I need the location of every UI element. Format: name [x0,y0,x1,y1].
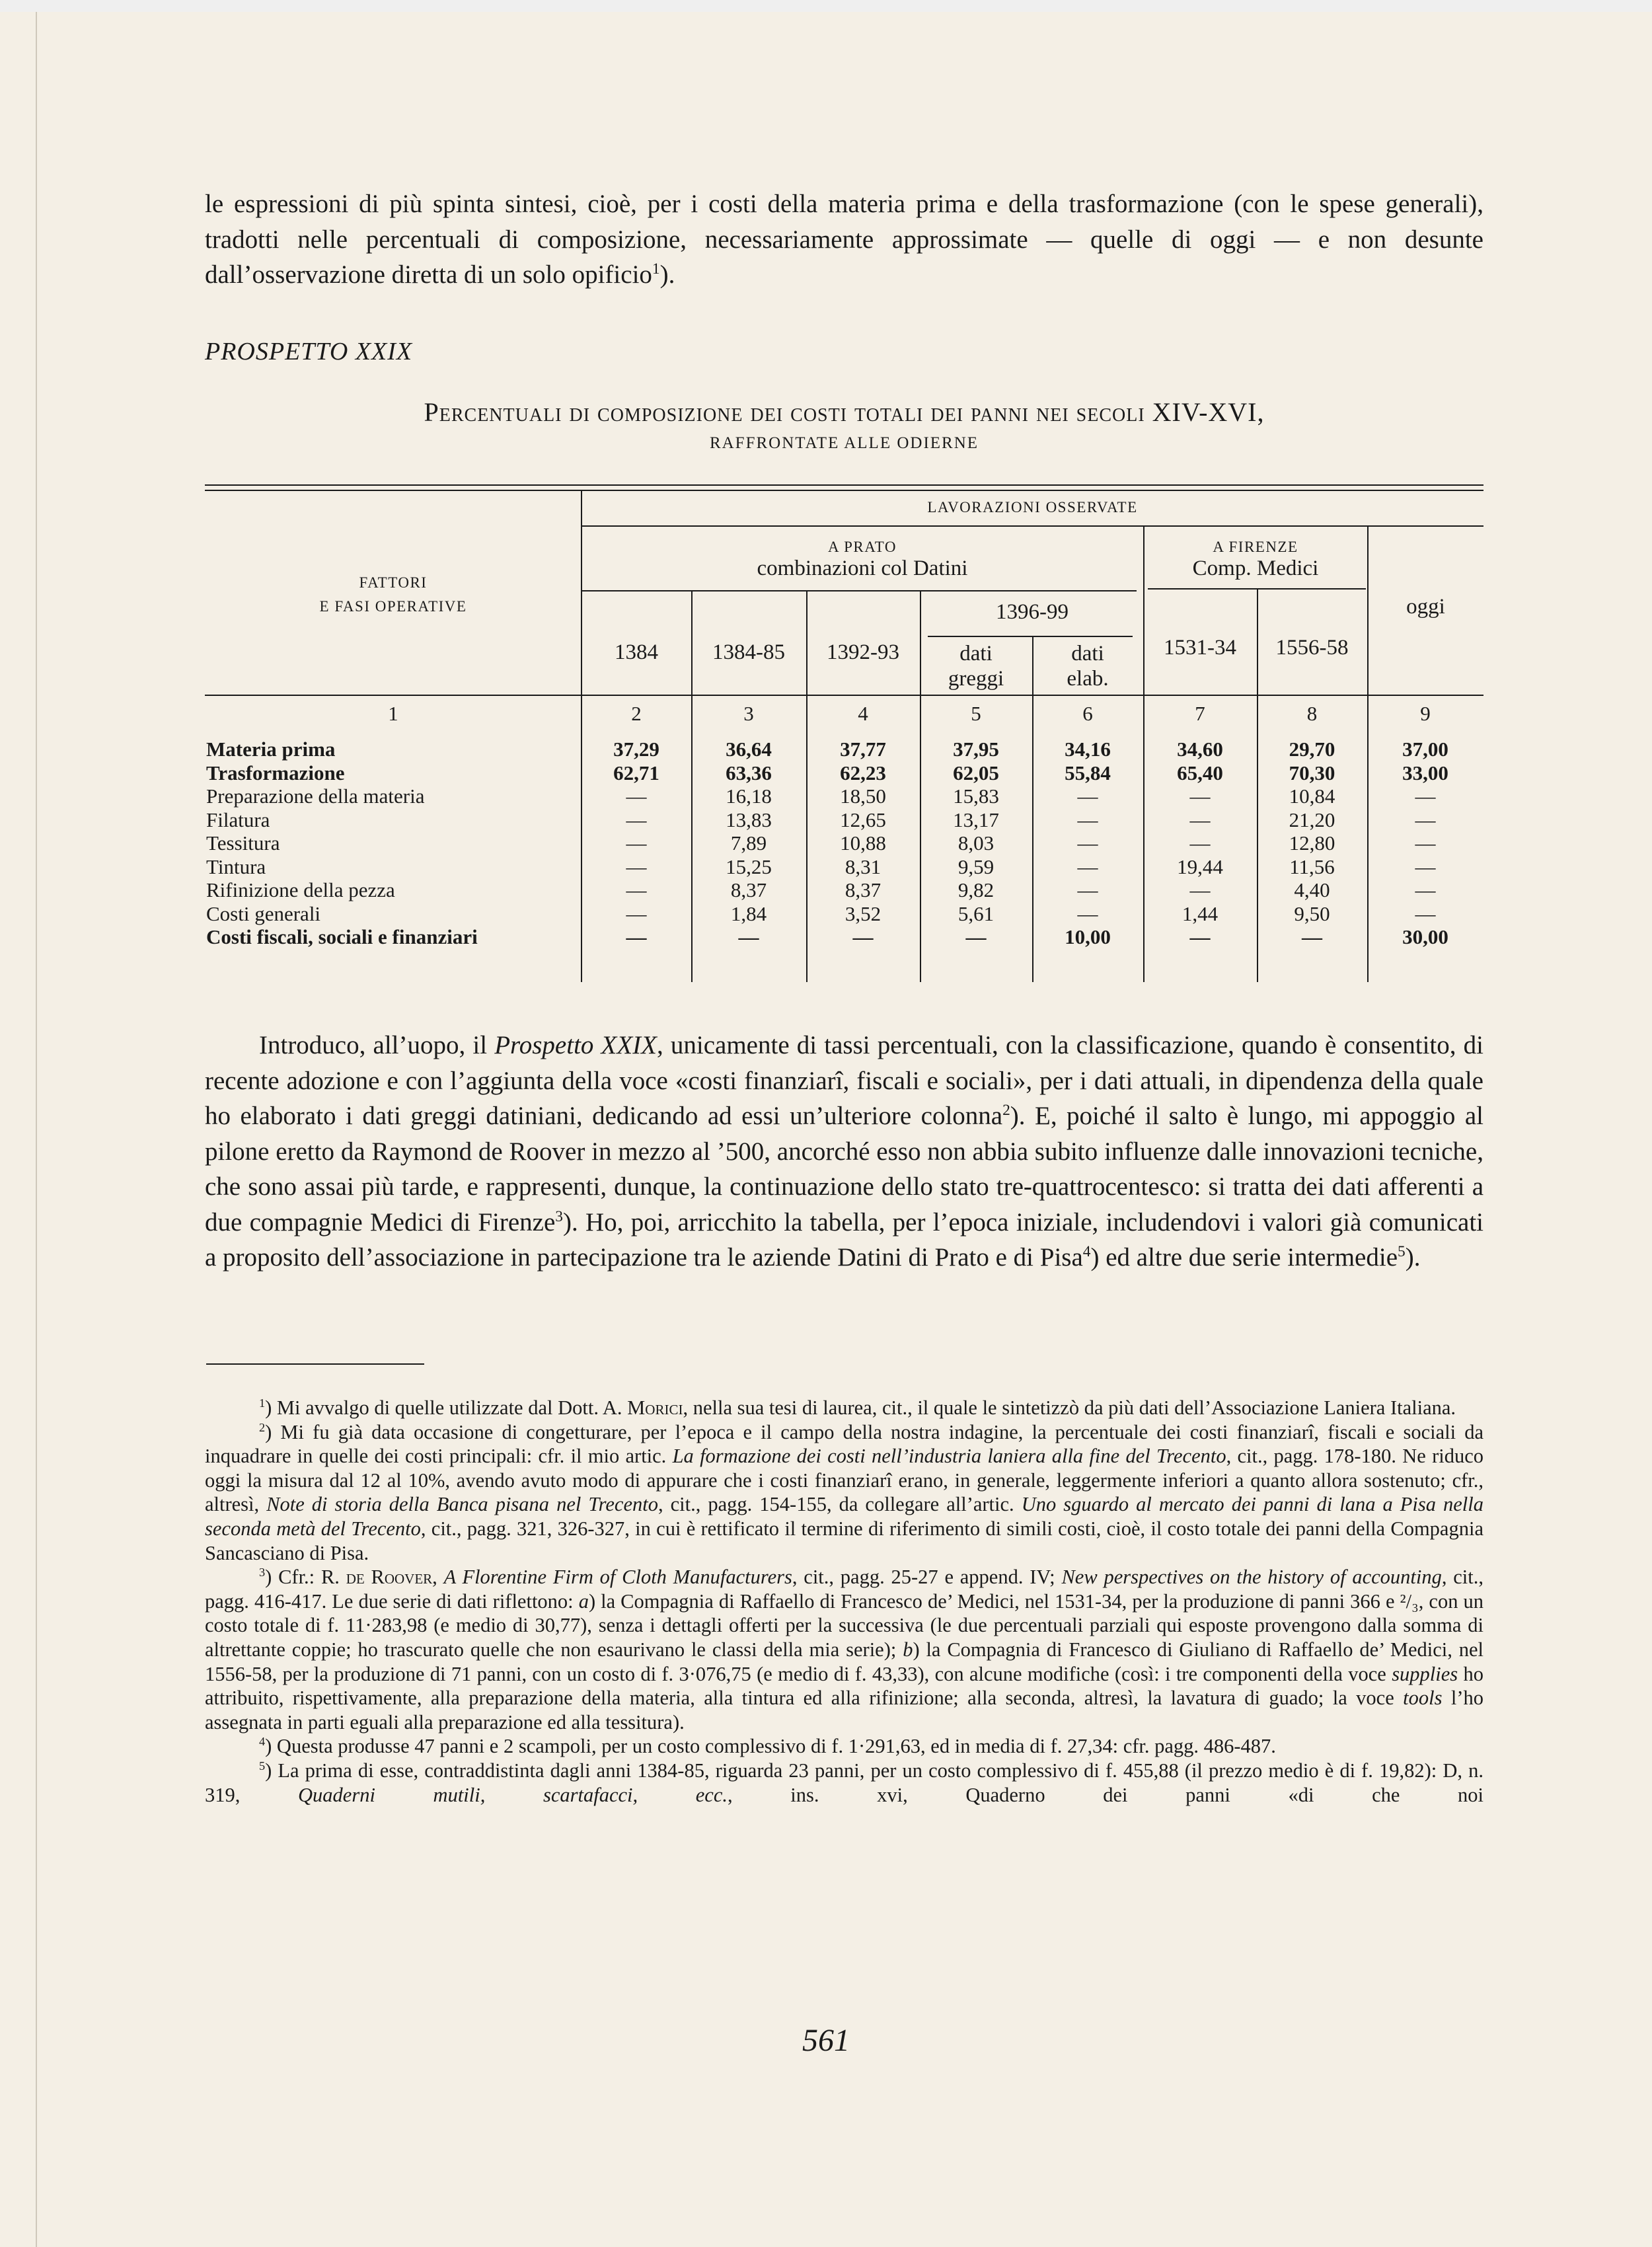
table-cell: 12,65 [840,808,886,831]
table-cell: 7,89 [730,831,767,855]
footnote-5 [205,1759,1483,1807]
footnote-1 [205,1396,1483,1420]
main-text-1: Introduco, all’uopo, il [259,1031,495,1059]
table-cell: 37,77 [840,738,886,761]
table-subtitle: RAFFRONTATE ALLE ODIERNE [709,434,979,452]
col-number-6: 6 [1082,702,1093,725]
header-prato-2: combinazioni col Datini [757,556,968,580]
footnote-ref-4[interactable]: 4 [1082,1243,1091,1260]
table-cell: 8,37 [845,878,882,901]
table-cell: 15,83 [953,784,999,808]
table-cell: — [626,925,647,948]
col-number-8: 8 [1306,702,1318,725]
col-number-1: 1 [388,702,398,725]
table-cell: 13,83 [726,808,772,831]
table-label: PROSPETTO XXIX [205,338,413,365]
footnote-3-author: de Roover [346,1566,433,1589]
scan-border [0,0,1652,12]
footnote-3 [205,1565,1483,1734]
footnote-ref-5[interactable]: 5 [1398,1243,1406,1260]
row-label: Costi fiscali, sociali e finanziari [206,925,478,948]
table-cell: — [1189,808,1211,831]
row-label: Tessitura [206,831,280,855]
table-cell: 37,00 [1402,738,1448,761]
footnote-3-citation-2: New perspectives on the history of accounting [1061,1566,1442,1589]
table-cell: 3,52 [845,901,882,925]
table-cell: — [852,925,874,948]
table-cell: 8,31 [845,855,882,878]
header-col-1384-85: 1384-85 [712,640,785,664]
table-top-rule-1 [205,484,1483,486]
header-firenze-2: Comp. Medici [1192,556,1319,580]
footnote-4-number: 4 [259,1735,266,1749]
table-cell: — [1415,855,1436,878]
row-label: Tintura [206,855,266,878]
footnote-3-text-d: , cit., pagg. 416-417. Le due serie di dati riflettono: [205,1566,1484,1613]
footnote-2-number: 2 [259,1420,266,1434]
table-cell: — [626,808,647,831]
table-cell: 13,17 [953,808,999,831]
footnote-3-text-h: l’ho assegnata in parti eguali alla preparazione ed alla tessitura). [205,1687,1483,1733]
table-cell: 4,40 [1294,878,1330,901]
table-cell: — [1077,855,1098,878]
row-label: Rifinizione della pezza [206,878,395,901]
header-factors-2: E FASI OPERATIVE [319,598,467,615]
footnote-5-text-a: ) La prima di esse, contraddistinta dagli anni 1384-85, riguarda 23 panni, per un costo complessivo di f. 455,88 (il prezzo medio è di f. 19,82): D, n. 319, [205,1759,1483,1806]
footnote-5-number: 5 [259,1759,266,1772]
table-top-rule-2 [205,490,1483,491]
table-cell: 33,00 [1402,761,1448,784]
footnote-2-text-a: ) Mi fu già data occasione di congetturare, per l’epoca e il campo della nostra indagine, la percentuale dei costi finanziarî, fiscali e sociali da inquadrare in quelle dei costi principali: cfr. il mio artic. [205,1420,1483,1468]
main-text-2: , unicamente di tassi percentuali, con la classificazione, quando è consentito, di recente adozione e con l’aggiunta della voce «costi finanziarî, fiscali e sociali», per i dati attuali, in dipendenza della quale ho elaborato i dati greggi datiniani, dedicando ad essi un’ulteriore colonna [205,1031,1483,1130]
footnote-3-text-c: , cit., pagg. 25-27 e append. IV; [792,1566,1062,1589]
row-label: Filatura [206,808,270,831]
footnote-3-item-b: b [903,1638,913,1661]
header-factors-1: FATTORI [359,574,428,591]
header-col-1531-34: 1531-34 [1164,636,1236,660]
footnote-2-text-d: , cit., pagg. 321, 326-327, in cui è rettificato il termine di riferimento di simili costi, cioè, il costo totale dei panni della Compagnia Sancasciano di Pisa. [205,1517,1483,1564]
footnote-2-text-b: , cit., pagg. 178-180. Ne riduco oggi la misura dal 12 al 10%, avendo avuto modo di appurare che i costi finanziarî erano, in generale, leggermente inferiori a quanto allora sostenuto; cfr., altresì, [205,1445,1483,1516]
main-paragraph [205,1028,1483,1276]
table-cell: — [965,925,987,948]
table-cell: 30,00 [1402,925,1448,948]
table-cell: — [1189,925,1211,948]
table-cell: — [1189,784,1211,808]
header-firenze-1: A FIRENZE [1213,539,1298,555]
table-cell: — [1077,808,1098,831]
footnote-ref-1[interactable]: 1 [652,260,660,278]
table-cell: — [1189,831,1211,855]
table-cell: 34,60 [1177,738,1223,761]
table-title: Percentuali di composizione dei costi totali dei panni nei secoli XIV-XVI, [424,397,1265,427]
col-number-4: 4 [858,702,868,725]
footnote-2-citation-1: La formazione dei costi nell’industria laniera alla fine del Trecento [672,1445,1226,1468]
col-number-7: 7 [1195,702,1205,725]
opening-text-tail: ). [659,260,675,289]
table-cell: 10,84 [1289,784,1335,808]
col-number-5: 5 [971,702,981,725]
footnote-2-citation-2: Note di storia della Banca pisana nel Trecento [266,1493,658,1516]
table-cell: 55,84 [1065,761,1111,784]
table-cell: 1,44 [1182,901,1219,925]
lavorazioni-underline [582,525,1483,527]
table-cell: 8,03 [957,831,995,855]
table-cell: 18,50 [840,784,886,808]
header-col-dati-greggi: dati greggi [948,642,1004,691]
col-number-2: 2 [631,702,642,725]
footnote-4 [205,1734,1483,1759]
table-cell: 70,30 [1289,761,1335,784]
table-cell: 62,05 [953,761,999,784]
footnote-1-author: Morici [627,1396,683,1419]
table-cell: — [738,925,759,948]
footnote-3-term-supplies: supplies [1392,1662,1458,1685]
table-cell: — [1415,784,1436,808]
table-cell: — [1077,831,1098,855]
table-cell: 5,61 [957,901,995,925]
header-col-1384: 1384 [615,640,658,664]
header-col-1556-58: 1556-58 [1275,636,1349,660]
table-cell: — [1415,878,1436,901]
page-number: 561 [802,2023,850,2058]
main-text-6: ). [1405,1243,1421,1272]
footnote-3-text-e: ) la Compagnia di Raffaello di Francesco de’ Medici, nel 1531-34, per la produzione di panni 366 e ²/₃, con un costo totale di f. 11·283,98 (e medio di 30,77), senza i dettagli offerti per la successiva (le due percentuali parziali qui esposte provengono dalla somma di altrettante coppie; ho trascurato quelle che non esaurivano le classi della mia serie); [205,1589,1484,1661]
table-cell: 19,44 [1177,855,1223,878]
footnote-4-text: ) Questa produsse 47 panni e 2 scampoli, per un costo complessivo di f. 1·291,63, ed in media di f. 27,34: cfr. pagg. 486-487. [265,1735,1276,1758]
table-cell: 9,50 [1294,901,1330,925]
table-cell: — [1415,808,1436,831]
row-label: Preparazione della materia [206,784,425,808]
footnote-3-text-g: ho attribuito, rispettivamente, alla preparazione della materia, alla tintura ed alla rifinizione; alla seconda, altresì, la lavatura di guado; la voce [205,1662,1484,1710]
table-cell: 63,36 [726,761,772,784]
footnote-1-text-b: , nella sua tesi di laurea, cit., il quale le sintetizzò da più dati dell’Associazione Laniera Italiana. [683,1396,1456,1419]
table-cell: — [1415,831,1436,855]
main-text-3: ). E, poiché il salto è lungo, mi appoggio al pilone eretto da Raymond de Roover in mezzo al ’500, ancorché esso non abbia subito influenze dalle innovazioni tecniche, che sono assai più tarde, e rappresenti, dunque, la continuazione dello stato tre-quattrocentesco: si tratta dei dati afferenti a due compagnie Medici di Firenze [205,1102,1483,1237]
footnote-5-citation: Quaderni mutili, scartafacci, ecc. [298,1783,728,1806]
footnotes [205,1396,1483,1807]
opening-text [205,186,1483,293]
header-1396-99: 1396-99 [996,600,1069,624]
table-cell: — [1077,878,1098,901]
table-cell: — [1189,878,1211,901]
table-cell: 10,00 [1065,925,1111,948]
row-label: Costi generali [206,901,321,925]
col-number-3: 3 [743,702,754,725]
table-cell: 29,70 [1289,738,1335,761]
opening-text-body: le espressioni di più spinta sintesi, cioè, per i costi della materia prima e della trasformazione (con le spese generali), tradotti nelle percentuali di composizione, necessariamente approssimate — quelle di oggi — e non desunte dall’osservazione diretta di un solo opificio [205,190,1483,289]
footnote-1-number: 1 [259,1396,266,1410]
table-cell: 37,29 [613,738,659,761]
row-label: Materia prima [206,738,336,761]
footnote-2-citation-3: Uno sguardo al mercato dei panni di lana a Pisa nella seconda metà del Trecento [205,1493,1483,1540]
span-1396-underline [928,636,1133,637]
table-cell: — [1077,901,1098,925]
header-col-1392-93: 1392-93 [827,640,899,664]
row-label: Trasformazione [206,761,345,784]
col-number-9: 9 [1420,702,1431,725]
footnote-2 [205,1420,1483,1566]
table-cell: 16,18 [726,784,772,808]
footnote-3-item-a: a [578,1589,589,1613]
header-bottom-rule [205,695,1483,696]
main-text-4: ). Ho, poi, arricchito la tabella, per l’epoca iniziale, includendovi i valori già comunicati a proposito dell’associazione in partecipazione tra le aziende Datini di Prato e di Pisa [205,1207,1483,1272]
footnote-ref-2[interactable]: 2 [1002,1102,1010,1119]
table-cell: 65,40 [1177,761,1223,784]
prospetto-reference: Prospetto XXIX [494,1031,657,1059]
table-cell: 9,59 [957,855,995,878]
header-oggi: oggi [1406,595,1445,619]
footnote-ref-3[interactable]: 3 [555,1207,563,1225]
footnote-5-text-b: , ins. xvi, Quaderno dei panni «di che noi [728,1783,1484,1806]
table-cell: — [1077,784,1098,808]
table-cell: 36,64 [726,738,772,761]
table-cell: 62,23 [840,761,886,784]
table-cell: — [626,855,647,878]
table-cell: 37,95 [953,738,999,761]
footnote-3-term-tools: tools [1403,1687,1443,1710]
header-prato-1: A PRATO [827,539,897,555]
table-cell: — [626,878,647,901]
table-cell: 11,56 [1289,855,1335,878]
table-cell: 8,37 [730,878,767,901]
table-cell: 9,82 [957,878,995,901]
table-cell: 15,25 [726,855,772,878]
table-cell: — [626,901,647,925]
table-cell: 62,71 [613,761,659,784]
table-cell: 12,80 [1289,831,1335,855]
table-cell: 1,84 [730,901,767,925]
footnote-3-number: 3 [259,1566,266,1579]
opening-paragraph [205,186,1483,293]
footnote-3-citation-1: A Florentine Firm of Cloth Manufacturers [443,1566,792,1589]
table-cell: — [626,831,647,855]
table-cell: 34,16 [1065,738,1111,761]
page-fold-line [36,12,37,2247]
main-text [205,1028,1483,1276]
prato-underline [582,590,1137,591]
footnote-1-text-a: ) Mi avvalgo di quelle utilizzate dal Dott. A. [265,1396,628,1419]
table-cell: — [1302,925,1322,948]
footnote-2-text-c: , cit., pagg. 154-155, da collegare all’artic. [657,1493,1022,1516]
table-cell: — [1415,901,1436,925]
table-cell: 21,20 [1289,808,1335,831]
header-lavorazioni: LAVORAZIONI OSSERVATE [927,499,1138,515]
footnote-3-text-a: ) Cfr.: R. [265,1566,346,1589]
header-col-dati-elab: dati elab. [1067,642,1109,691]
table-cell: 10,88 [840,831,886,855]
footnote-3-text-f: ) la Compagnia di Francesco di Giuliano di Raffaello de’ Medici, nel 1556-58, per la produzione di 71 panni, con un costo di f. 3·076,75 (e medio di f. 43,33), con alcune modifiche (così: i tre componenti della voce [205,1638,1484,1685]
table-cell: — [626,784,647,808]
footnote-3-text-b: , [432,1566,444,1589]
main-text-5: ) ed altre due serie intermedie [1090,1243,1398,1272]
footnote-separator [206,1363,424,1365]
